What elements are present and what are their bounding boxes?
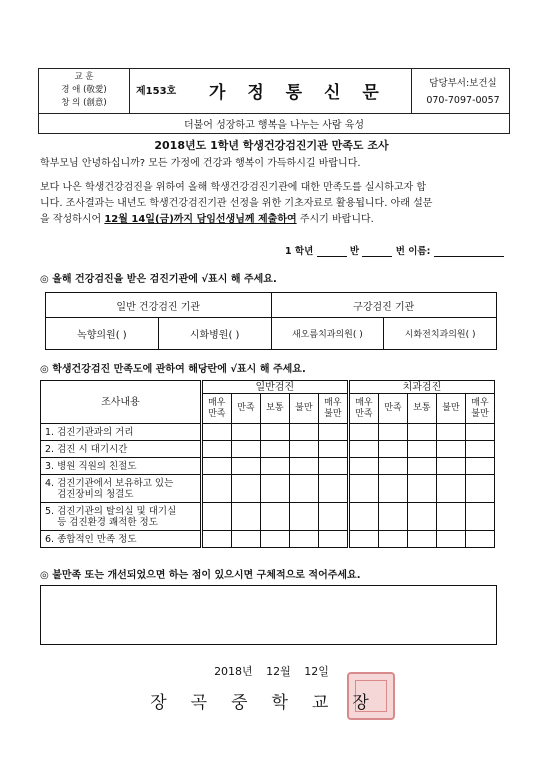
- deadline-emphasis: 12월 14일(금)까지 담임선생님께 제출하여: [104, 214, 297, 225]
- survey-item: 2. 검진 시 대기시간: [41, 441, 202, 458]
- class-label: 반: [349, 246, 360, 257]
- phone-number: 070-7097-0057: [426, 95, 500, 106]
- name-label: 이름:: [408, 246, 431, 257]
- table-row: [41, 458, 495, 475]
- survey-item: 1. 검진기관과의 거리: [41, 424, 202, 441]
- rating-cell[interactable]: [348, 475, 378, 503]
- rating-cell[interactable]: [348, 424, 378, 441]
- rating-cell[interactable]: [318, 531, 348, 548]
- document-title: 2018년도 1학년 학생건강검진기관 만족도 조사: [154, 139, 389, 152]
- rating-cell[interactable]: [231, 475, 260, 503]
- table-row: [41, 475, 495, 503]
- general-checkup-header: 일반 건강검진 기관: [46, 293, 272, 318]
- rating-cell[interactable]: [289, 475, 318, 503]
- department: 담당부서:보건실: [429, 78, 497, 89]
- name-field[interactable]: [434, 246, 504, 257]
- intro-line-3: [40, 212, 502, 228]
- rating-cell[interactable]: [231, 531, 260, 548]
- scale-header: 매우 만족: [348, 394, 378, 424]
- intro-line-1: 보다 나은 학생건강검진을 위하여 올해 학생건강검진기관에 대한 만족도를 실시하고자 합: [40, 182, 427, 193]
- general-group-header: 일반검진: [201, 381, 348, 394]
- rating-cell[interactable]: [407, 424, 436, 441]
- rating-cell[interactable]: [378, 458, 407, 475]
- rating-cell[interactable]: [260, 531, 289, 548]
- rating-cell[interactable]: [348, 441, 378, 458]
- rating-cell[interactable]: [318, 503, 348, 531]
- intro-line-2: 니다. 조사결과는 내년도 학생건강검진기관 선정을 위한 기초자료로 활용됩니다. 아래 설문: [40, 198, 433, 209]
- rating-cell[interactable]: [436, 458, 465, 475]
- rating-cell[interactable]: [407, 503, 436, 531]
- rating-cell[interactable]: [289, 458, 318, 475]
- satisfaction-table: [40, 380, 495, 548]
- rating-cell[interactable]: [260, 424, 289, 441]
- rating-cell[interactable]: [348, 503, 378, 531]
- option-sihwa-hospital[interactable]: 시화병원( ): [158, 318, 271, 350]
- option-sihwajeon-dental[interactable]: 시화전치과의원( ): [384, 318, 497, 350]
- scale-header: 보통: [407, 394, 436, 424]
- rating-cell[interactable]: [231, 503, 260, 531]
- rating-cell[interactable]: [407, 475, 436, 503]
- scale-header: 보통: [260, 394, 289, 424]
- class-field[interactable]: [317, 246, 347, 257]
- motto-line-2: 창 의 (創意): [61, 98, 107, 108]
- number-field[interactable]: [362, 246, 392, 257]
- survey-item: 5. 검진기관의 탈의실 및 대기실 등 검진환경 쾌적한 정도: [41, 503, 202, 531]
- rating-cell[interactable]: [289, 531, 318, 548]
- rating-cell[interactable]: [407, 458, 436, 475]
- question-2: ◎ 학생건강검진 만족도에 관하여 해당란에 √표시 해 주세요.: [40, 364, 306, 375]
- student-info-line: [285, 243, 504, 257]
- survey-item: 4. 검진기관에서 보유하고 있는 검진장비의 청결도: [41, 475, 202, 503]
- rating-cell[interactable]: [289, 441, 318, 458]
- rating-cell[interactable]: [318, 441, 348, 458]
- issue-date: 2018년 12월 12일: [214, 665, 329, 678]
- rating-cell[interactable]: [201, 424, 231, 441]
- scale-header: 매우 불만: [318, 394, 348, 424]
- rating-cell[interactable]: [348, 458, 378, 475]
- motto-label: 교 훈: [74, 72, 94, 82]
- rating-cell[interactable]: [465, 531, 494, 548]
- intro-line-3-prefix: 을 작성하시어: [40, 214, 105, 225]
- school-slogan: 더불어 성장하고 행복을 나누는 사람 육성: [183, 120, 365, 131]
- option-nokhyang[interactable]: 녹향의원( ): [46, 318, 159, 350]
- grade-label: 1 학년: [285, 246, 314, 257]
- header-divider: [129, 69, 130, 113]
- rating-cell[interactable]: [289, 424, 318, 441]
- scale-header: 만족: [378, 394, 407, 424]
- issue-number: 제153호: [136, 86, 177, 97]
- rating-cell[interactable]: [465, 424, 494, 441]
- rating-cell[interactable]: [318, 475, 348, 503]
- question-1: ◎ 올해 건강검진을 받은 검진기관에 √표시 해 주세요.: [40, 274, 277, 285]
- rating-cell[interactable]: [465, 503, 494, 531]
- rating-cell[interactable]: [436, 503, 465, 531]
- rating-cell[interactable]: [436, 424, 465, 441]
- rating-cell[interactable]: [436, 531, 465, 548]
- intro-line-3-suffix: 주시기 바랍니다.: [296, 214, 374, 225]
- rating-cell[interactable]: [231, 458, 260, 475]
- rating-cell[interactable]: [289, 503, 318, 531]
- survey-item: 3. 병원 직원의 친절도: [41, 458, 202, 475]
- rating-cell[interactable]: [260, 475, 289, 503]
- rating-cell[interactable]: [260, 503, 289, 531]
- rating-cell[interactable]: [201, 441, 231, 458]
- rating-cell[interactable]: [436, 441, 465, 458]
- item-header: 조사내용: [41, 381, 202, 424]
- rating-cell[interactable]: [465, 475, 494, 503]
- rating-cell[interactable]: [378, 424, 407, 441]
- satisfaction-rows: [41, 424, 495, 548]
- rating-cell[interactable]: [260, 441, 289, 458]
- school-name: 장곡중학교장: [150, 693, 393, 713]
- scale-header: 불만: [289, 394, 318, 424]
- institution-table: [45, 292, 497, 350]
- rating-cell[interactable]: [407, 441, 436, 458]
- dental-group-header: 치과검진: [348, 381, 494, 394]
- scale-header: 불만: [436, 394, 465, 424]
- newsletter-header: [38, 68, 510, 134]
- rating-cell[interactable]: [407, 531, 436, 548]
- survey-item: 6. 종합적인 만족 정도: [41, 531, 202, 548]
- number-label: 번: [395, 246, 405, 257]
- rating-cell[interactable]: [318, 424, 348, 441]
- rating-cell[interactable]: [348, 531, 378, 548]
- comment-box[interactable]: [40, 585, 497, 645]
- greeting: 학부모님 안녕하십니까? 모든 가정에 건강과 행복이 가득하시길 바랍니다.: [40, 158, 361, 169]
- rating-cell[interactable]: [231, 424, 260, 441]
- newsletter-title: 가 정 통 신 문: [209, 83, 387, 103]
- rating-cell[interactable]: [231, 441, 260, 458]
- table-row: [41, 531, 495, 548]
- rating-cell[interactable]: [378, 503, 407, 531]
- motto-line-1: 경 애 (敬愛): [61, 85, 107, 95]
- rating-cell[interactable]: [465, 441, 494, 458]
- rating-cell[interactable]: [201, 458, 231, 475]
- rating-cell[interactable]: [201, 503, 231, 531]
- header-divider: [411, 69, 412, 113]
- rating-cell[interactable]: [201, 475, 231, 503]
- scale-header: 만족: [231, 394, 260, 424]
- scale-header: 매우 만족: [201, 394, 231, 424]
- rating-cell[interactable]: [378, 531, 407, 548]
- table-row: [41, 503, 495, 531]
- question-3: ◎ 불만족 또는 개선되었으면 하는 점이 있으시면 구체적으로 적어주세요.: [40, 570, 361, 581]
- rating-cell[interactable]: [378, 441, 407, 458]
- table-row: [41, 424, 495, 441]
- rating-cell[interactable]: [378, 475, 407, 503]
- rating-cell[interactable]: [201, 531, 231, 548]
- dental-checkup-header: 구강검진 기관: [271, 293, 497, 318]
- rating-cell[interactable]: [465, 458, 494, 475]
- rating-cell[interactable]: [436, 475, 465, 503]
- rating-cell[interactable]: [260, 458, 289, 475]
- header-divider: [39, 113, 509, 114]
- option-saeoreum-dental[interactable]: 새오름치과의원( ): [271, 318, 384, 350]
- scale-header: 매우 불만: [465, 394, 494, 424]
- rating-cell[interactable]: [318, 458, 348, 475]
- table-row: [41, 441, 495, 458]
